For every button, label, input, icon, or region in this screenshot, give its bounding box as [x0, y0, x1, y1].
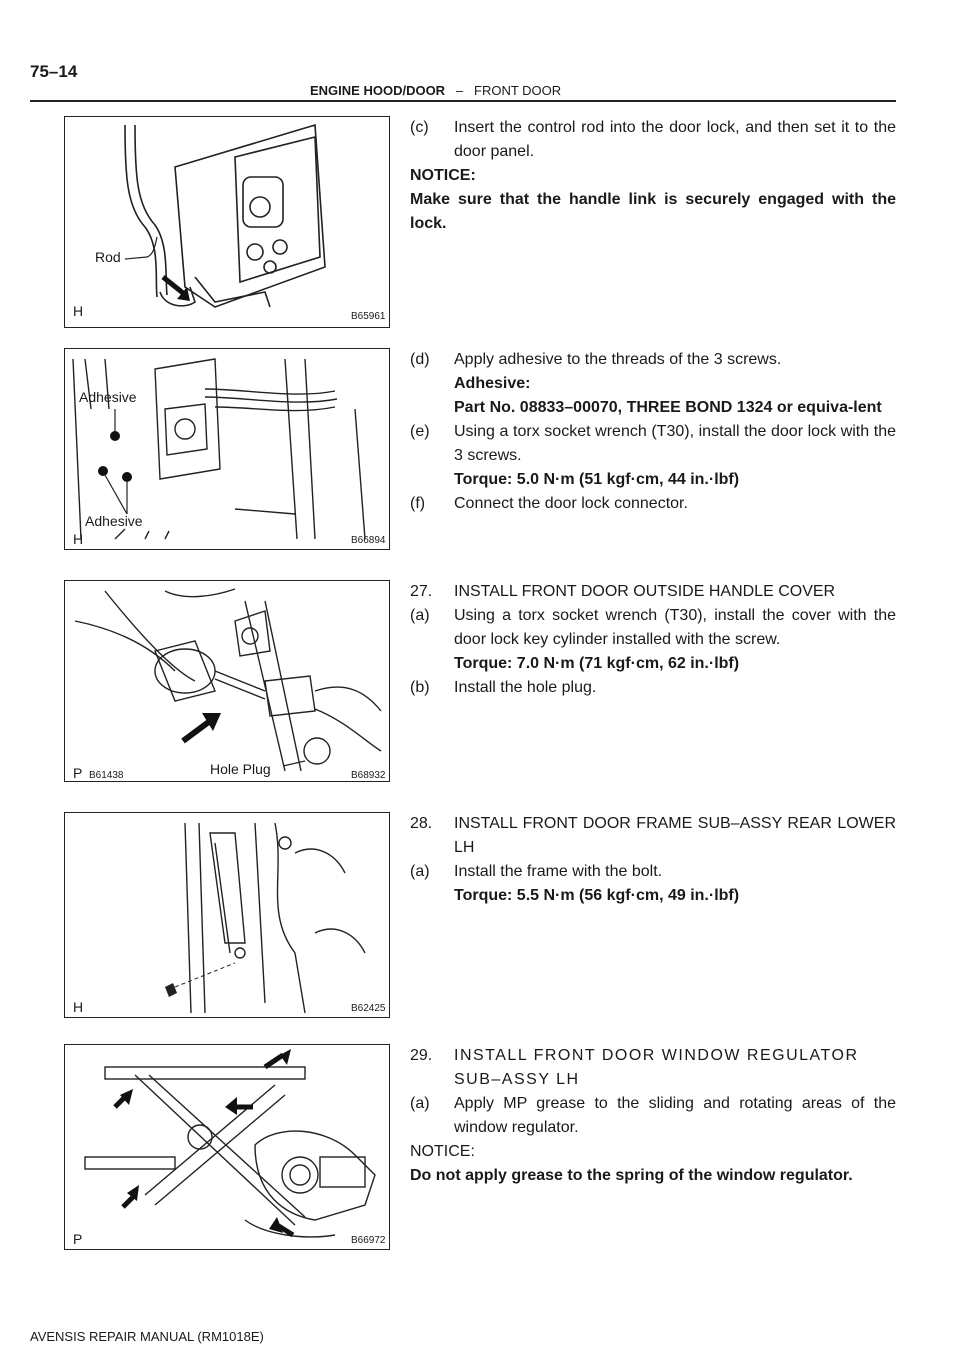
header-rule — [30, 100, 896, 102]
figure-id: B65961 — [351, 311, 386, 322]
section-28-block — [410, 812, 896, 908]
window-regulator-illustration — [65, 1045, 389, 1249]
label-adhesive-bottom: Adhesive — [85, 513, 143, 529]
step-label: (a) — [410, 1095, 430, 1112]
step-27b — [410, 676, 896, 700]
page-number: 75–14 — [30, 62, 78, 81]
step-text: Install the frame with the bolt. — [454, 863, 663, 880]
step-text: Apply MP grease to the sliding and rotating areas of the window regulator. — [454, 1095, 896, 1136]
label-adhesive-top: Adhesive — [79, 389, 137, 405]
section-number: 29. — [410, 1047, 433, 1064]
header-section: ENGINE HOOD/DOOR — [310, 83, 446, 98]
figure-door-lock-adhesive — [64, 348, 390, 550]
step-text: Insert the control rod into the door lock, and then set it to the door panel. — [454, 119, 896, 160]
outside-handle-cover-illustration — [65, 581, 389, 781]
steps-d-f-block — [410, 348, 896, 516]
step-e — [410, 420, 896, 492]
step-label: (a) — [410, 863, 430, 880]
section-title: INSTALL FRONT DOOR OUTSIDE HANDLE COVER — [454, 583, 836, 600]
label-rod: Rod — [95, 249, 121, 265]
door-lock-rod-illustration — [65, 117, 389, 327]
torque-spec: Torque: 7.0 N·m (71 kgf·cm, 62 in.·lbf) — [454, 655, 740, 672]
figure-door-lock-rod — [64, 116, 390, 328]
section-29-block — [410, 1044, 896, 1188]
step-f — [410, 492, 896, 516]
adhesive-spec-title: Adhesive: — [454, 375, 531, 392]
step-label: (c) — [410, 119, 429, 136]
footer: AVENSIS REPAIR MANUAL (RM1018E) — [30, 1329, 264, 1344]
step-label: (d) — [410, 351, 430, 368]
figure-door-frame — [64, 812, 390, 1018]
figure-letter: P — [73, 1231, 83, 1247]
label-hole-plug: Hole Plug — [210, 761, 271, 777]
door-frame-illustration — [65, 813, 389, 1017]
step-label: (f) — [410, 495, 426, 512]
step-label: (a) — [410, 607, 430, 624]
step-text: Install the hole plug. — [454, 679, 597, 696]
header-subsection: FRONT DOOR — [474, 83, 562, 98]
step-label: (b) — [410, 679, 430, 696]
step-label: (e) — [410, 423, 430, 440]
figure-id: B68932 — [351, 770, 386, 781]
adhesive-spec-text: Part No. 08833–00070, THREE BOND 1324 or equiva-lent — [454, 399, 882, 416]
figure-letter: H — [73, 999, 84, 1015]
figure-id: B66972 — [351, 1235, 386, 1246]
section-29-heading — [410, 1044, 896, 1092]
figure-letter: H — [73, 303, 84, 319]
figure-outside-handle-cover — [64, 580, 390, 782]
step-28a — [410, 860, 896, 908]
figure-letter: P — [73, 765, 83, 781]
figure-window-regulator — [64, 1044, 390, 1250]
figure-id: B66894 — [351, 535, 386, 546]
notice-text: Make sure that the handle link is securely engaged with the lock. — [410, 191, 896, 232]
section-27-heading — [410, 580, 896, 604]
section-title: INSTALL FRONT DOOR FRAME SUB–ASSY REAR LOWER LH — [454, 815, 896, 856]
torque-spec: Torque: 5.5 N·m (56 kgf·cm, 49 in.·lbf) — [454, 887, 740, 904]
torque-spec: Torque: 5.0 N·m (51 kgf·cm, 44 in.·lbf) — [454, 471, 740, 488]
step-d — [410, 348, 896, 420]
step-text: Connect the door lock connector. — [454, 495, 688, 512]
section-number: 28. — [410, 815, 433, 832]
step-29a — [410, 1092, 896, 1140]
notice-title: NOTICE: — [410, 1143, 475, 1160]
section-number: 27. — [410, 583, 433, 600]
section-28-heading — [410, 812, 896, 860]
figure-id: B62425 — [351, 1003, 386, 1014]
step-text: Using a torx socket wrench (T30), install the cover with the door lock key cylinder installed with the screw. — [454, 607, 896, 648]
notice-text: Do not apply grease to the spring of the window regulator. — [410, 1167, 853, 1184]
step-c — [410, 116, 896, 164]
step-c-block — [410, 116, 896, 236]
header-separator: – — [455, 83, 464, 98]
step-text: Apply adhesive to the threads of the 3 screws. — [454, 351, 782, 368]
running-header — [310, 83, 561, 98]
step-27a — [410, 604, 896, 676]
section-title: INSTALL FRONT DOOR WINDOW REGULATOR SUB–ASSY LH — [454, 1047, 859, 1088]
notice-title: NOTICE: — [410, 167, 476, 184]
step-text: Using a torx socket wrench (T30), install the door lock with the 3 screws. — [454, 423, 896, 464]
figure-letter: H — [73, 531, 84, 547]
section-27-block — [410, 580, 896, 700]
figure-id-secondary: B61438 — [89, 770, 124, 781]
